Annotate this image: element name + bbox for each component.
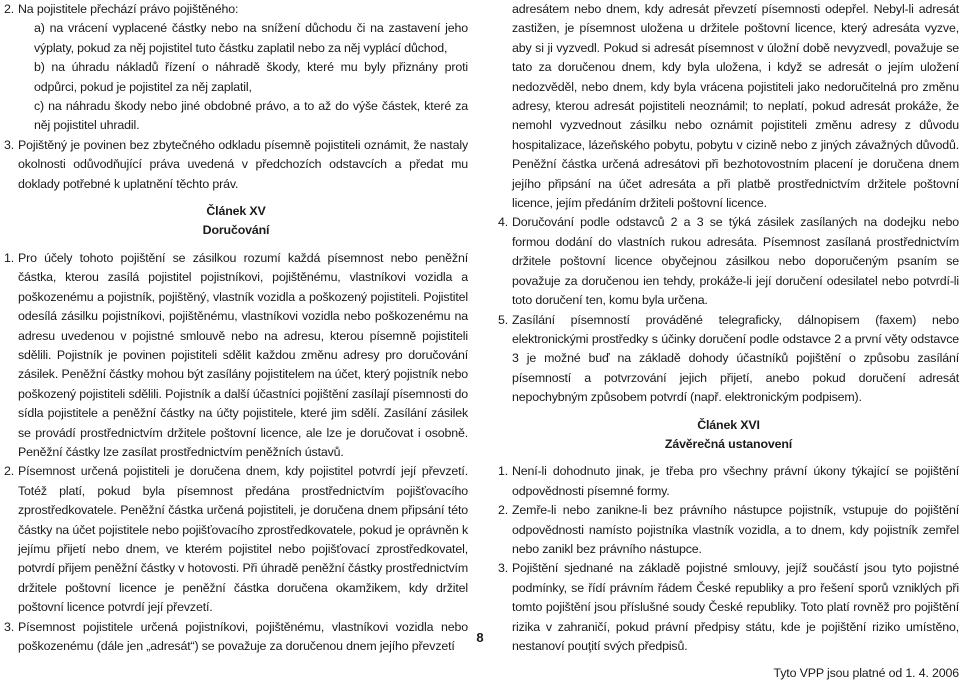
final-provision-1 xyxy=(498,462,959,501)
paragraph-text: Pojištěný je povinen bez zbytečného odkladu písemně pojistiteli oznámit, že nastaly okolnosti odůvodňující práva uvedená v předchozích odstavcích a předat mu doklady potřebné k uplatnění těchto práv. xyxy=(18,137,468,191)
paragraph-text: Zemře-li nebo zanikne-li bez právního nástupce pojistník, vstupuje do pojištění odpovědnosti namísto pojistníka vlastník vozidla, a to dnem, kdy pojistník zemřel nebo zanikl bez právního nástupce. xyxy=(512,503,959,556)
article-subtitle: Doručování xyxy=(202,223,270,238)
article-subtitle: Závěrečná ustanovení xyxy=(664,436,793,451)
article-heading: Článek XVI xyxy=(697,417,760,432)
article-heading: Článek XV xyxy=(206,204,266,219)
paragraph-number: 5. xyxy=(498,312,509,327)
paragraph-text: Zasílání písemností prováděné telegraficky, dálnopisem (faxem) nebo elektronickými prostředky s účinky doručení podle odstavce 2 a první věty odstavce 3 je možné buď na základě dohody účastníků pojištění o způsobu zasílání písemností a potvrzování jejich přijetí, anebo pokud doručení adresát nepochybným způsobem potvrdí (např. elektronickým podpisem). xyxy=(512,312,959,405)
paragraph-text: Doručování podle odstavců 2 a 3 se týká zásilek zasílaných na dodejku nebo formou dodání do vlastních rukou adresáta. Písemnost zasílaná prostřednictvím držitele poštovní licence obyčejnou zásilkou nebo doporučeným psaním se považuje za doručenou ien tehdy, prokáže-li její doručení odesilatel nebo potvrdí-li toto doručení ten, komu byla určena. xyxy=(512,215,959,308)
paragraph-number: 2. xyxy=(4,2,15,16)
page-number: 8 xyxy=(476,630,484,645)
paragraph-number: 1. xyxy=(498,464,509,479)
left-column xyxy=(4,0,468,656)
paragraph-3 xyxy=(4,136,468,194)
paragraph-text: Písemnost určená pojistiteli je doručena dnem, kdy pojistitel potvrdí její převzetí. Totéž platí, pokud byla písemnost předána prostřednictvím pojišťovacího zprostředkovatele. Peněžní částka určená pojistiteli, je doručena dnem připsání této částky na účet pojistitele nebo pojišťovacího zprostředkovatele, pokud je oprávněn k jejímu přijetí nebo dnem, ve kterém pojistitel nebo pojišťovací zprostředkovatel, potvrdí přijem peněžní částky v hotovosti. Při úhradě peněžní částky prostřednictvím držitele poštovní licence je peněžní částka doručena okamžikem, kdy držitel poštovní licence potvrdí její převzetí. xyxy=(18,464,468,615)
section-5 xyxy=(498,311,959,408)
paragraph-number: 3. xyxy=(498,561,509,576)
paragraph-number: 3. xyxy=(4,619,15,634)
paragraph-text: adresátem nebo dnem, kdy adresát převzetí písemnosti odepřel. Nebyl-li adresát zastižen, je písemnost uložena u držitele poštovní licence, který adresáta vyzve, aby si ji vyzvedl. Pokud si adresát písemnost v úložní době nevyzvedl, považuje se tato za doručenou dnem, kdy byla uložena, i když se adresát o jejím uložení nedozvěděl, nebo dnem, kdy byla vrácena pojistiteli jako nedoručitelná pro změnu adresy, kterou adresát pojistiteli neoznámil; to neplatí, pokud adresát prokáže, že nemohl vyzvednout zásilku nebo oznámit pojistiteli změnu adresy z důvodu hospitalizace, lázeňského pobytu, pobytu v cizině nebo z jiných závažných důvodů. Peněžní částka určená adresátovi při bezhotovostním placení je doručena dnem jejího připsání na účet adresáta a při platbě prostřednictvím držitele poštovní licence, jejím předáním držiteli poštovní licence. xyxy=(512,2,959,211)
section-2 xyxy=(4,462,468,617)
section-3-continued xyxy=(498,0,959,213)
subparagraph-b: b) na úhradu nákladů řízení o náhradě škody, které mu byly přiznány proti odpůrci, pokud je pojistitel za něj zaplatil, xyxy=(34,60,468,94)
paragraph-number: 1. xyxy=(4,250,15,265)
paragraph-number: 2. xyxy=(498,503,509,518)
paragraph-number: 4. xyxy=(498,215,509,230)
section-1 xyxy=(4,249,468,462)
paragraph-2 xyxy=(4,0,468,136)
paragraph-text: Není-li dohodnuto jinak, je třeba pro všechny právní úkony týkající se pojištění odpovědnosti písemné formy. xyxy=(512,464,959,498)
validity-note: Tyto VPP jsou platné od 1. 4. 2006 xyxy=(773,666,959,681)
section-4 xyxy=(498,213,959,310)
final-provision-2 xyxy=(498,501,959,559)
right-column xyxy=(498,0,959,684)
paragraph-text: Na pojistitele přechází právo pojištěného: xyxy=(18,2,239,16)
paragraph-text: Pro účely tohoto pojištění se zásilkou rozumí každá písemnost nebo peněžní částka, kterou zasílá pojistitel pojistníkovi, pojištěnému, vlastníkovi vozidla a poškozenému a pojistník, pojištěný, vlastník vozidla a poškozený pojistiteli. Pojistitel odesílá zásilku pojistníkovi, pojištěnému, vlastníkovi vozidla nebo poškozenému na adresu uvedenou v pojistné smlouvě nebo na adresu, kterou písemně pojistiteli sdělili. Pojistník je povinen pojistiteli sdělit každou změnu adresy pro doručování zásilek. Peněžní částky mohou být zasílány pojistitelem na účet, který pojistník nebo poškozený pojistiteli sdělili. Pojistník a další účastníci pojištění zasílají písemnosti do sídla pojistitele a peněžní částky na účty pojistitele, které jim sdělí. Zasílání zásilek se provádí prostřednictvím držitele poštovní licence, ale lze je doručovat i osobně. Peněžní částky lze zasílat prostřednictvím peněžních ústavů. xyxy=(18,250,468,459)
paragraph-text: Písemnost pojistitele určená pojistníkovi, pojištěnému, vlastníkovi vozidla nebo poškozenému (dále jen „adresát“) se považuje za doručenou dnem jejího převzetí xyxy=(18,619,468,653)
paragraph-number: 3. xyxy=(4,137,15,152)
paragraph-text: Pojištění sjednané na základě pojistné smlouvy, jejíž součástí jsou tyto pojistné podmínky, se řídí právním řádem České republiky a pro řešení sporů vzniklých při tomto pojištění jsou příslušné soudy České republiky. Toto platí rovněž pro pojištění rizika v zahraničí, pokud právní předpisy státu, kde je pojištění riziko umístěno, nestanoví pouţití svých předpisů. xyxy=(512,561,959,653)
subparagraph-c: c) na náhradu škody nebo jiné obdobné právo, a to až do výše částek, které za něj pojistitel uhradil. xyxy=(34,99,468,133)
subparagraph-a: a) na vrácení vyplacené částky nebo na snížení důchodu či na zastavení jeho výplaty, pokud za něj pojistitel tuto částku zaplatil nebo za něj vyplácí důchod, xyxy=(34,21,468,55)
paragraph-number: 2. xyxy=(4,464,15,479)
